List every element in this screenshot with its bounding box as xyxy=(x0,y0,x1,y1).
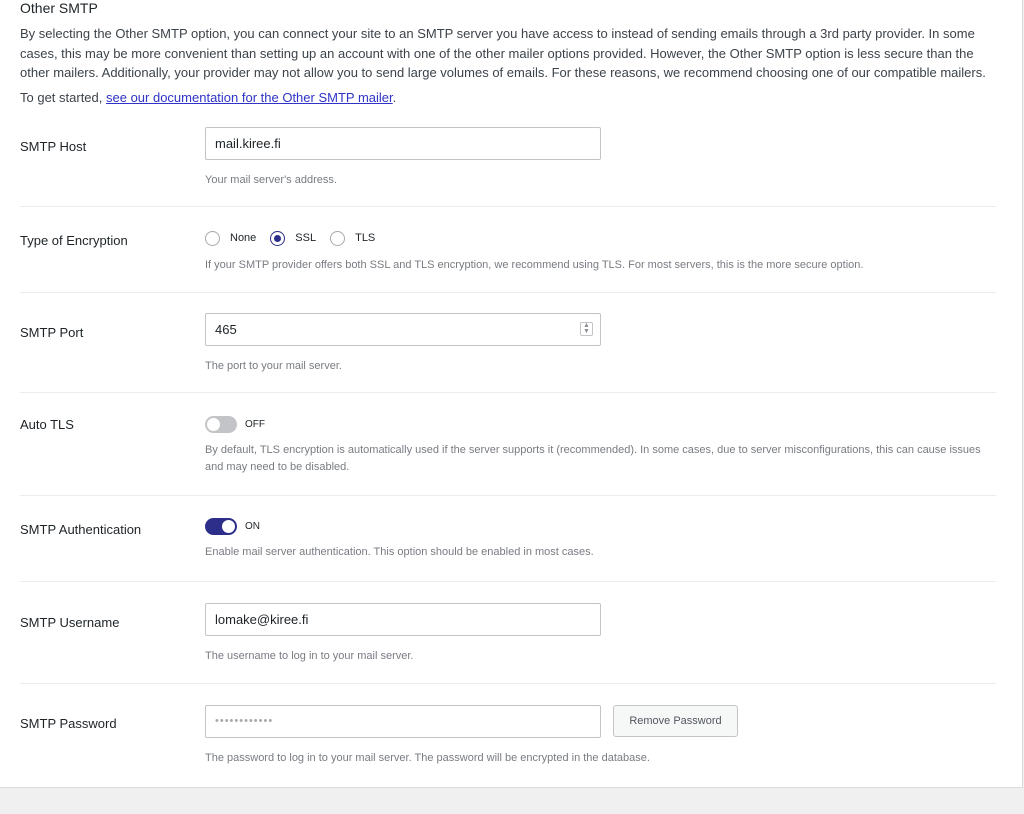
smtp-port-label: SMTP Port xyxy=(20,325,84,340)
get-started-prefix: To get started, xyxy=(20,90,106,105)
documentation-link[interactable]: see our documentation for the Other SMTP mailer xyxy=(106,90,393,105)
get-started-text xyxy=(20,90,396,105)
encryption-none-radio[interactable] xyxy=(205,231,220,246)
toggle-knob xyxy=(222,520,235,533)
smtp-auth-toggle[interactable] xyxy=(205,518,237,535)
smtp-port-input[interactable] xyxy=(205,313,601,346)
smtp-username-input[interactable]: lomake@kiree.fi xyxy=(205,603,601,636)
smtp-port-description: The port to your mail server. xyxy=(205,360,342,372)
auto-tls-label: Auto TLS xyxy=(20,417,74,432)
smtp-password-description: The password to log in to your mail server. The password will be encrypted in the database. xyxy=(205,752,650,764)
smtp-auth-description: Enable mail server authentication. This option should be enabled in most cases. xyxy=(205,546,594,558)
section-title: Other SMTP xyxy=(20,0,98,16)
encryption-label: Type of Encryption xyxy=(20,233,128,248)
smtp-host-input[interactable]: mail.kiree.fi xyxy=(205,127,601,160)
toggle-knob xyxy=(207,418,220,431)
smtp-auth-row xyxy=(20,496,996,582)
encryption-ssl-label[interactable]: SSL xyxy=(295,232,317,244)
auto-tls-state: OFF xyxy=(245,418,265,430)
smtp-host-label: SMTP Host xyxy=(20,139,87,154)
encryption-tls-radio[interactable] xyxy=(330,231,345,246)
port-spinner-icon[interactable]: ▲ ▼ xyxy=(580,322,593,336)
smtp-username-row xyxy=(20,582,996,684)
smtp-username-description: The username to log in to your mail server. xyxy=(205,650,414,662)
remove-password-button[interactable]: Remove Password xyxy=(613,705,738,737)
auto-tls-toggle[interactable] xyxy=(205,416,237,433)
encryption-row xyxy=(20,207,996,293)
smtp-host-description: Your mail server's address. xyxy=(205,174,337,186)
auto-tls-description: By default, TLS encryption is automatically used if the server supports it (recommended). In some cases, due to server misconfigurations, this can cause issues and may need to be disabled. xyxy=(205,444,981,473)
encryption-none-label[interactable]: None xyxy=(230,232,257,244)
encryption-radio-group xyxy=(205,229,863,247)
smtp-password-row xyxy=(20,684,996,784)
smtp-port-row xyxy=(20,293,996,393)
smtp-port-value: 465 xyxy=(215,322,237,337)
page-footer-background xyxy=(0,788,1024,814)
smtp-auth-state: ON xyxy=(245,520,260,532)
smtp-host-row xyxy=(20,113,996,207)
section-intro: By selecting the Other SMTP option, you can connect your site to an SMTP server you have access to instead of sending emails through a 3rd party provider. In some cases, this may be more convenient than setting up an account with one of the other mailer options provided. However, the Other SMTP option is less secure than the other mailers. Additionally, your provider may not allow you to send large volumes of emails. For these reasons, we recommend choosing one of our compatible mailers. xyxy=(20,26,986,80)
smtp-auth-label: SMTP Authentication xyxy=(20,522,142,537)
get-started-suffix: . xyxy=(392,90,397,105)
smtp-password-label: SMTP Password xyxy=(20,716,117,731)
encryption-tls-label[interactable]: TLS xyxy=(355,232,376,244)
auto-tls-row xyxy=(20,393,996,496)
encryption-description: If your SMTP provider offers both SSL and TLS encryption, we recommend using TLS. For most servers, this is the more secure option. xyxy=(205,259,864,271)
encryption-ssl-radio[interactable] xyxy=(270,231,285,246)
smtp-password-input[interactable]: •••••••••••• xyxy=(205,705,601,738)
smtp-username-label: SMTP Username xyxy=(20,615,120,630)
